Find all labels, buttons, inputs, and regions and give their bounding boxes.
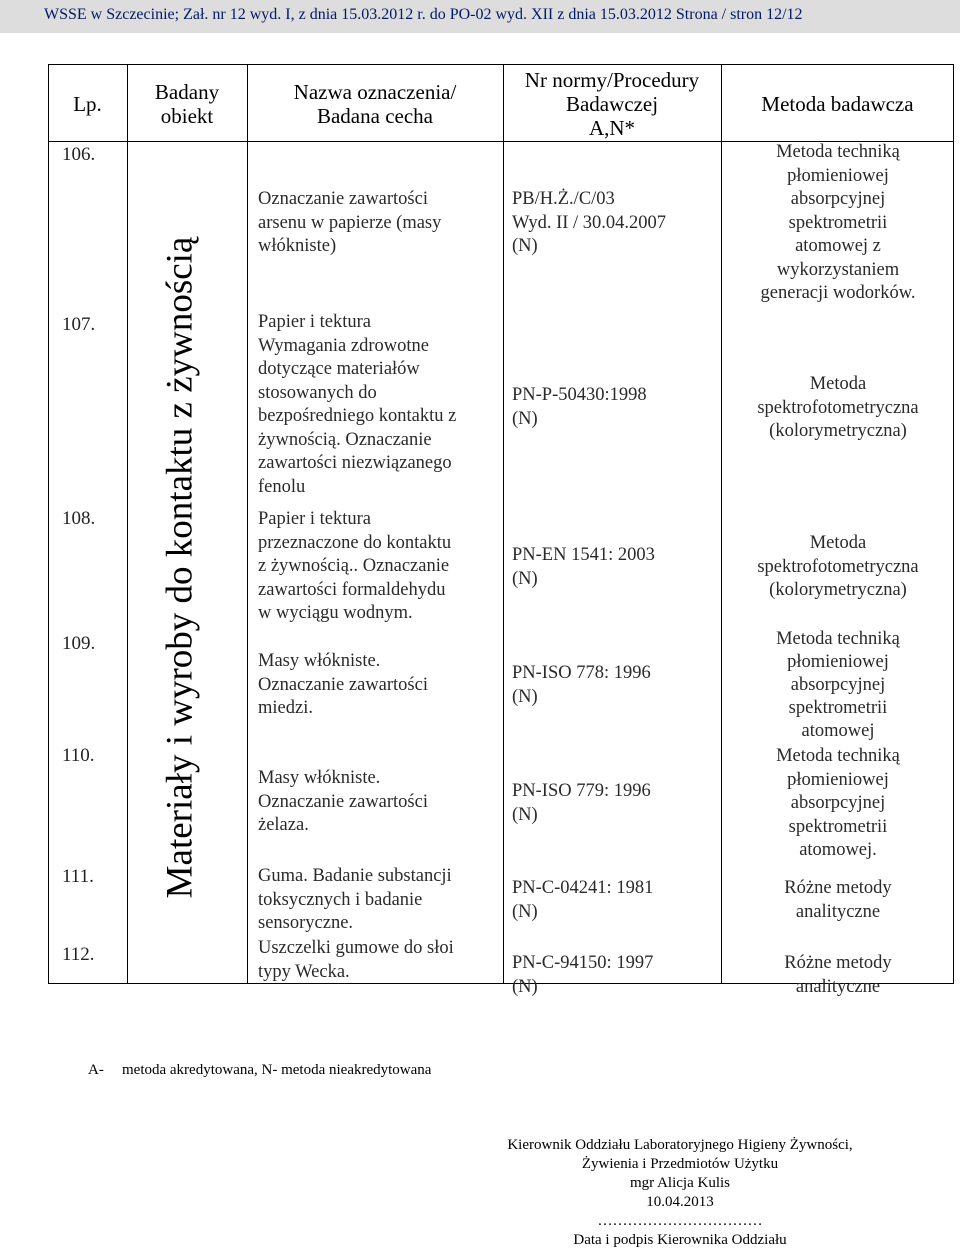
method-line: Metoda techniką [776, 142, 900, 162]
header-object-line: obiekt [160, 104, 214, 128]
signature-block [470, 1136, 890, 1250]
name-line: stosowanych do [258, 382, 377, 403]
header-object [127, 80, 247, 128]
signature-line: mgr Alicja Kulis [630, 1175, 730, 1191]
norm-line: PN-EN 1541: 2003 [512, 545, 655, 565]
row-name [258, 311, 500, 499]
row-lp: 107. [62, 314, 96, 335]
method-line: Metoda techniką [776, 629, 900, 649]
norm-line: (N) [512, 901, 538, 922]
name-line: Wymagania zdrowotne [258, 335, 429, 356]
norm-line: PN-ISO 778: 1996 [512, 663, 651, 683]
header-name [247, 80, 503, 128]
row-name [258, 650, 500, 721]
method-line: (kolorymetryczna) [769, 580, 907, 600]
name-line: dotyczące materiałów [258, 359, 420, 379]
name-line: żelaza. [258, 815, 309, 835]
method-line: absorpcyjnej [790, 675, 886, 695]
method-line: Różne metody [784, 878, 892, 898]
norm-line: PN-P-50430:1998 [512, 385, 647, 405]
group-label-text: Materiały i wyroby do kontaktu z żywnością [159, 236, 201, 898]
name-line: Uszczelki gumowe do słoi [258, 938, 454, 958]
norm-line: (N) [512, 686, 538, 707]
column-divider [127, 64, 128, 984]
norm-line: PN-ISO 779: 1996 [512, 781, 651, 801]
method-line: Metoda techniką [776, 746, 900, 766]
method-line: analityczne [795, 901, 881, 922]
method-line: atomowej [801, 721, 875, 741]
method-line: płomieniowej [787, 652, 889, 672]
norm-line: (N) [512, 568, 538, 589]
row-norm [512, 188, 718, 259]
row-lp: 111. [62, 866, 94, 887]
row-norm [512, 780, 718, 827]
name-line: przeznaczone do kontaktu [258, 532, 452, 553]
norm-line: Wyd. II / 30.04.2007 [512, 212, 667, 233]
row-name [258, 865, 500, 936]
group-label [150, 172, 210, 962]
row-lp: 106. [62, 144, 96, 165]
method-line: absorpcyjnej [790, 793, 886, 813]
row-lp: 112. [62, 944, 95, 965]
row-method [723, 877, 953, 924]
header-norm [503, 68, 721, 140]
method-line: spektrofotometryczna [757, 556, 919, 577]
name-line: arsenu w papierze (masy [258, 212, 442, 233]
signature-line: Kierownik Oddziału Laboratoryjnego Higieny Żywności, [507, 1137, 853, 1153]
name-line: bezpośredniego kontaktu z [258, 406, 457, 426]
method-line: spektrofotometryczna [757, 397, 919, 418]
row-method [723, 532, 953, 603]
signature-line: Żywienia i Przedmiotów Użytku [581, 1156, 779, 1172]
name-line: Papier i tektura [258, 312, 372, 332]
row-method [723, 628, 953, 743]
norm-line: (N) [512, 236, 538, 256]
name-line: zawartości niezwiązanego [258, 453, 452, 473]
method-line: płomieniowej [787, 769, 889, 790]
row-name [258, 188, 500, 259]
name-line: żywnością. Oznaczanie [258, 429, 432, 450]
norm-line: (N) [512, 804, 538, 825]
row-lp: 110. [62, 745, 95, 766]
row-method [723, 745, 953, 863]
row-norm [512, 544, 718, 591]
signature-caption: Data i podpis Kierownika Oddziału [573, 1232, 787, 1248]
name-line: Oznaczanie zawartości [258, 189, 428, 209]
header-name-line: Nazwa oznaczenia/ [293, 80, 457, 104]
method-line: Różne metody [784, 953, 892, 973]
name-line: Masy włókniste. [258, 768, 381, 788]
method-line: atomowej z [795, 236, 881, 256]
method-line: płomieniowej [787, 165, 889, 186]
header-norm-line: Badawczej [565, 92, 659, 116]
norm-line: PN-C-94150: 1997 [512, 953, 654, 973]
header-object-line: Badany [154, 80, 220, 104]
row-norm [512, 877, 718, 924]
name-line: zawartości formaldehydu [258, 579, 446, 600]
legend-key: A- [88, 1062, 104, 1078]
method-line: generacji wodorków. [760, 283, 916, 303]
method-line: spektrometrii [788, 212, 888, 233]
name-line: toksycznych i badanie [258, 889, 423, 910]
method-line: wykorzystaniem [776, 259, 900, 280]
page-header: WSSE w Szczecinie; Zał. nr 12 wyd. I, z dnia 15.03.2012 r. do PO-02 wyd. XII z dnia 15.03.2012 Strona / stron 12/12 [44, 6, 803, 23]
method-line: atomowej. [799, 840, 877, 860]
method-line: spektrometrii [788, 816, 888, 837]
method-line: absorpcyjnej [790, 189, 886, 209]
row-lp: 109. [62, 633, 96, 654]
signature-dots: …………………………… [597, 1213, 763, 1229]
header-norm-line: A,N* [588, 116, 636, 140]
row-name [258, 508, 500, 626]
legend-text: metoda akredytowana, N- metoda nieakredytowana [122, 1062, 432, 1078]
name-line: Oznaczanie zawartości [258, 674, 428, 695]
row-norm [512, 384, 718, 431]
method-line: (kolorymetryczna) [769, 421, 907, 441]
column-divider [247, 64, 248, 984]
norm-line: PN-C-04241: 1981 [512, 878, 654, 898]
method-line: analityczne [795, 976, 881, 997]
method-line: spektrometrii [788, 698, 888, 718]
name-line: w wyciągu wodnym. [258, 603, 413, 623]
row-norm [512, 952, 718, 999]
row-method [723, 952, 953, 999]
name-line: Masy włókniste. [258, 651, 381, 671]
name-line: miedzi. [258, 698, 313, 718]
name-line: Guma. Badanie substancji [258, 866, 452, 886]
name-line: typy Wecka. [258, 961, 350, 982]
name-line: Papier i tektura [258, 509, 372, 529]
row-method [723, 141, 953, 306]
name-line: fenolu [258, 476, 306, 497]
header-lp: Lp. [73, 92, 102, 116]
signature-date: 10.04.2013 [646, 1194, 714, 1210]
name-line: sensoryczne. [258, 913, 354, 933]
norm-line: (N) [512, 408, 538, 429]
row-name [258, 767, 500, 838]
header-norm-line: Nr normy/Procedury [524, 68, 700, 92]
name-line: włókniste) [258, 236, 337, 256]
method-line: Metoda [809, 533, 867, 553]
column-divider [503, 64, 504, 984]
header-name-line: Badana cecha [316, 104, 433, 128]
header-method: Metoda badawcza [761, 92, 914, 116]
column-divider [721, 64, 722, 984]
name-line: z żywnością.. Oznaczanie [258, 556, 450, 576]
norm-line: PB/H.Ż./C/03 [512, 189, 615, 209]
norm-line: (N) [512, 976, 538, 997]
row-name [258, 937, 500, 984]
row-method [723, 373, 953, 444]
method-line: Metoda [809, 374, 867, 394]
row-lp: 108. [62, 508, 96, 529]
name-line: Oznaczanie zawartości [258, 791, 428, 812]
row-norm [512, 662, 718, 709]
